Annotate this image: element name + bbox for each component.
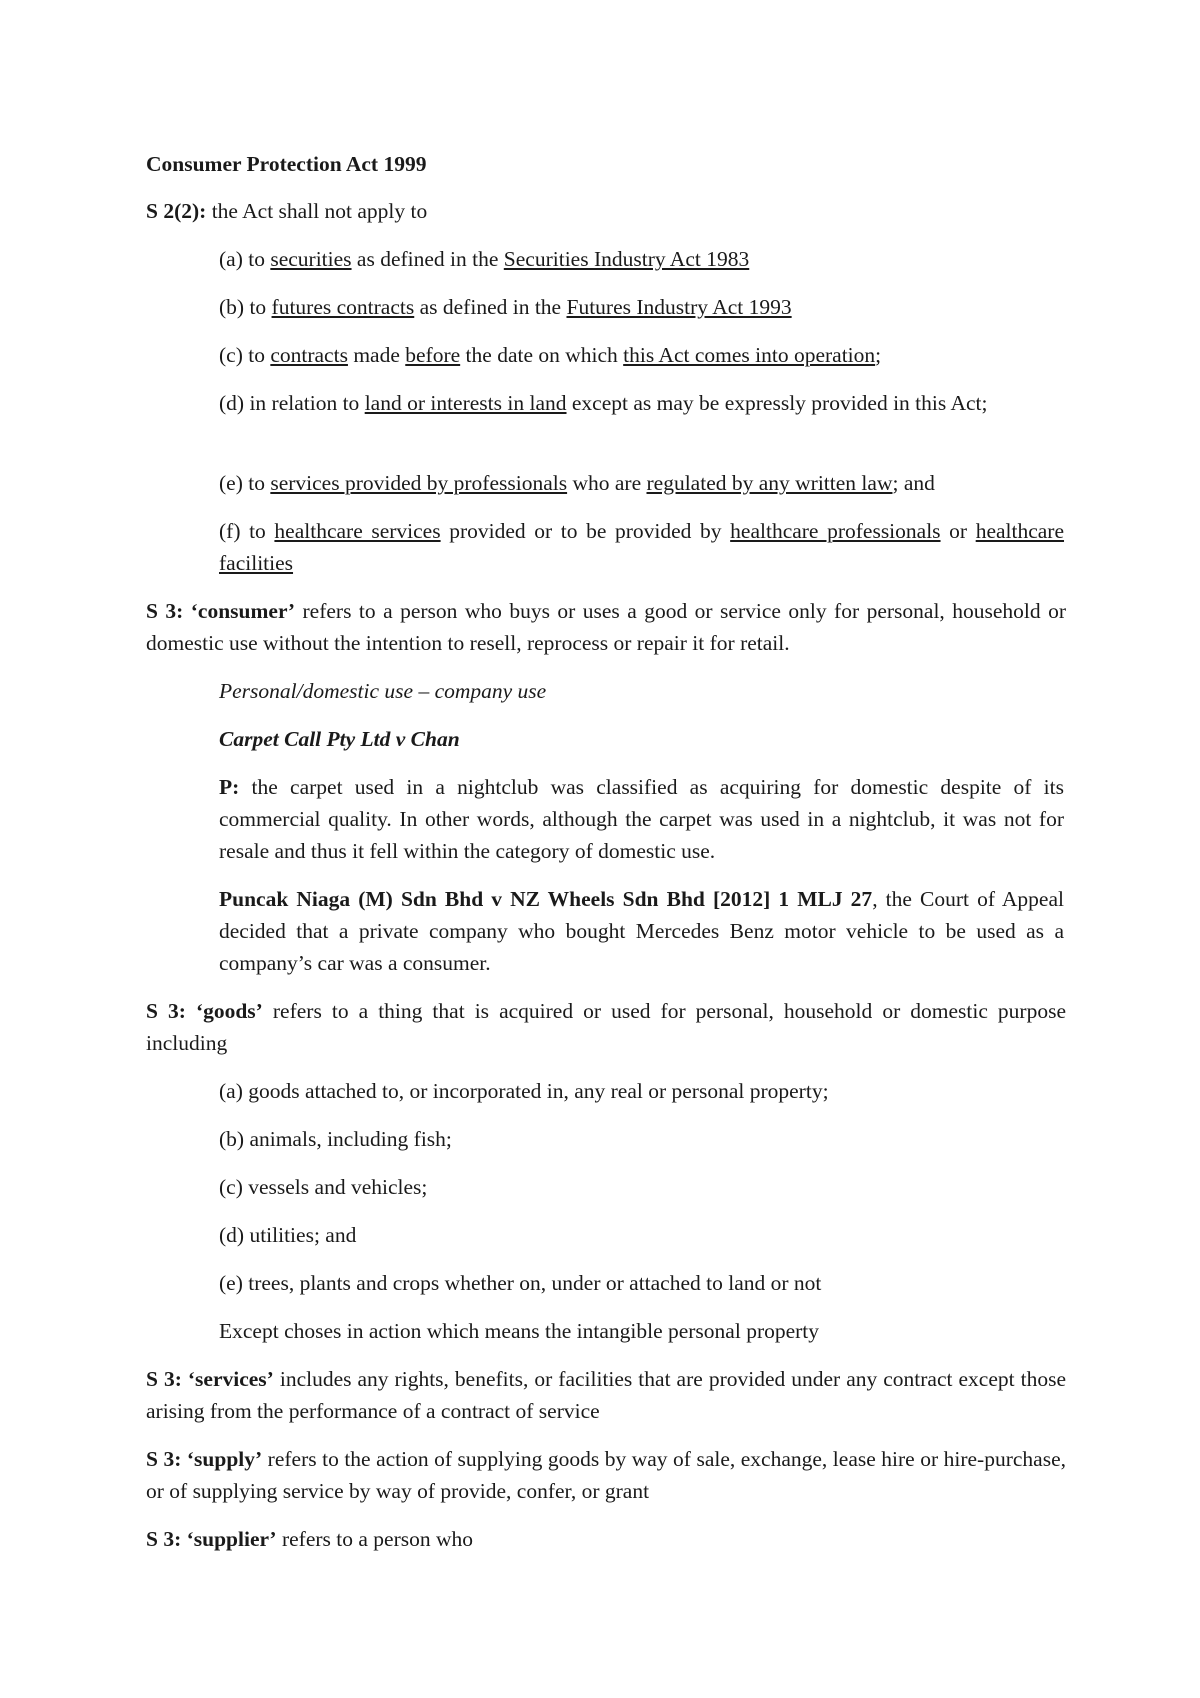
goods-definition: S 3: ‘goods’ refers to a thing that is acquired or used for personal, household or domestic purpose including [146,999,1066,1055]
s22-item-e: (e) to services provided by professionals who are regulated by any written law; and [219,471,935,495]
s22-item-f: (f) to healthcare services provided or to be provided by healthcare professionals or healthcare facilities [219,519,1065,575]
case-puncak-niaga: Puncak Niaga (M) Sdn Bhd v NZ Wheels Sdn Bhd [2012] 1 MLJ 27, the Court of Appeal decided that a private company who bought Mercedes Benz motor vehicle to be used as a company’s car was a consumer. [219,887,1064,975]
goods-item-e: (e) trees, plants and crops whether on, under or attached to land or not [219,1271,822,1295]
goods-item-d: (d) utilities; and [219,1223,357,1247]
document-title: Consumer Protection Act 1999 [146,152,427,176]
s22-item-a: (a) to securities as defined in the Securities Industry Act 1983 [219,247,750,271]
case-carpet-call-text: P: the carpet used in a nightclub was classified as acquiring for domestic despite of its commercial quality. In other words, although the carpet was used in a nightclub, it was not for resale and thus it fell within the category of domestic use. [219,775,1064,863]
goods-item-b: (b) animals, including fish; [219,1127,452,1151]
case-carpet-call-title: Carpet Call Pty Ltd v Chan [219,727,460,751]
consumer-definition: S 3: ‘consumer’ refers to a person who buys or uses a good or service only for personal, household or domestic use without the intention to resell, reprocess or repair it for retail. [146,599,1066,655]
goods-item-c: (c) vessels and vehicles; [219,1175,428,1199]
goods-item-a: (a) goods attached to, or incorporated in, any real or personal property; [219,1079,829,1103]
supply-definition: S 3: ‘supply’ refers to the action of supplying goods by way of sale, exchange, lease hire or hire-purchase, or of supplying service by way of provide, confer, or grant [146,1447,1066,1503]
goods-exception: Except choses in action which means the intangible personal property [219,1319,820,1343]
s22-item-c: (c) to contracts made before the date on which this Act comes into operation; [219,343,882,367]
section-2-2-heading: S 2(2): the Act shall not apply to [146,199,428,223]
consumer-note: Personal/domestic use – company use [219,679,547,703]
supplier-definition: S 3: ‘supplier’ refers to a person who [146,1527,474,1551]
services-definition: S 3: ‘services’ includes any rights, benefits, or facilities that are provided under any contract except those arising from the performance of a contract of service [146,1367,1066,1423]
s22-item-b: (b) to futures contracts as defined in the Futures Industry Act 1993 [219,295,792,319]
s22-item-d: (d) in relation to land or interests in land except as may be expressly provided in this Act; [219,391,988,415]
